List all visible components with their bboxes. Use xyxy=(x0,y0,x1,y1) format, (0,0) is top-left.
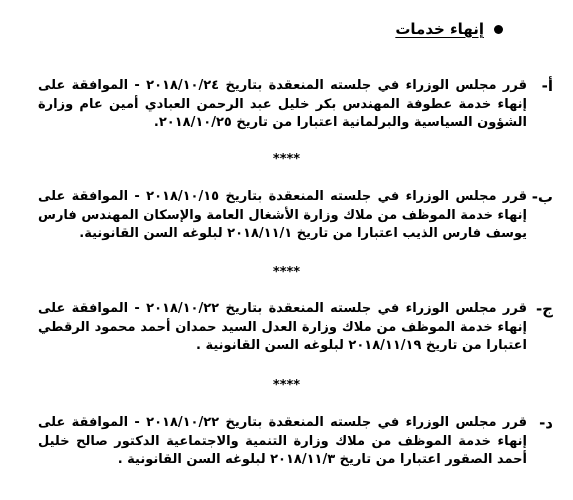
item-text: قرر مجلس الوزراء في جلسته المنعقدة بتاريخ ٢٠١٨/١٠/١٥ - الموافقة على إنهاء خدمة الموظف من ملاك وزارة الأشغال العامة والإسكان المهندس فارس يوسف فارس الذيب اعتبارا من تاريخ ٢٠١٨/١١/١ لبلوغه السن القانونية. xyxy=(38,189,527,241)
separator-asterisks: **** xyxy=(272,378,301,393)
bullet-icon xyxy=(494,25,503,34)
decision-item-a xyxy=(38,77,553,133)
decision-item-b xyxy=(38,188,553,244)
item-letter: د- xyxy=(539,414,553,432)
item-letter: ج- xyxy=(535,300,553,318)
decision-item-d xyxy=(38,414,553,470)
item-text: قرر مجلس الوزراء في جلسته المنعقدة بتاريخ ٢٠١٨/١٠/٢٢ - الموافقة على إنهاء خدمة الموظف من ملاك وزارة العدل السيد حمدان أحمد محمود الرقطي اعتبارا من تاريخ ٢٠١٨/١١/١٩ لبلوغه السن القانونية . xyxy=(38,301,527,353)
section-heading-row xyxy=(395,20,503,38)
separator-asterisks: **** xyxy=(272,265,301,280)
item-text: قرر مجلس الوزراء في جلسته المنعقدة بتاريخ ٢٠١٨/١٠/٢٢ - الموافقة على إنهاء خدمة الموظف من ملاك وزارة التنمية والاجتماعية الدكتور صالح خليل أحمد الصقور اعتبارا من تاريخ ٢٠١٨/١١/٣ لبلوغه السن القانونية . xyxy=(38,415,527,467)
item-text: قرر مجلس الوزراء في جلسته المنعقدة بتاريخ ٢٠١٨/١٠/٢٤ - الموافقة على إنهاء خدمة عطوفة المهندس بكر خليل عبد الرحمن العبادي أمين عام وزارة الشؤون السياسية والبرلمانية اعتبارا من تاريخ ٢٠١٨/١٠/٢٥. xyxy=(38,78,527,130)
decision-item-c xyxy=(38,300,553,356)
separator-asterisks: **** xyxy=(272,152,301,167)
section-heading: إنهاء خدمات xyxy=(395,20,484,38)
item-letter: أ- xyxy=(541,77,553,95)
item-letter: ب- xyxy=(531,188,553,206)
